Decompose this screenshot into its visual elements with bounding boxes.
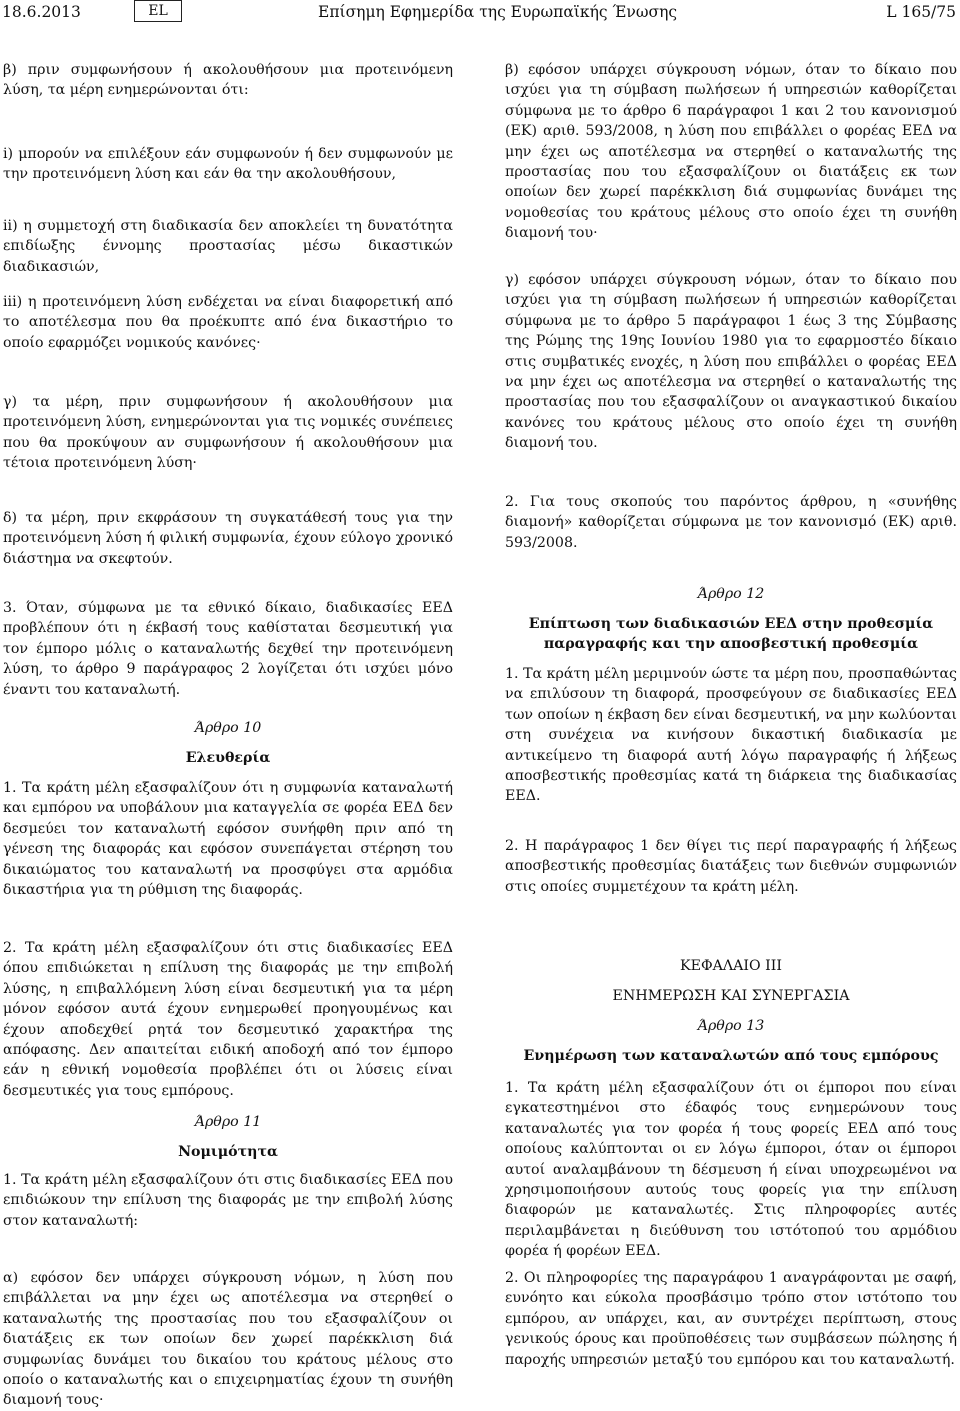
point-c: γ) τα μέρη, πριν συμφωνήσουν ή ακολουθήσουν μια προτεινόμενη λύση, ενημερώνονται για τις νομικές συνέπειες που θα προκύψουν αν συμφωνήσουν ή ακολουθήσουν μια τέτοια προτεινόμενη λύση·: [3, 394, 453, 472]
article-13-paragraph-2: 2. Οι πληροφορίες της παραγράφου 1 αναγράφονται με σαφή, ευνόητο και εύκολα προσβάσιμο τρόπο στον ιστότοπο του εμπόρου, αν υπάρχει, και, αν συντρέχει περίπτωση, στους γενικούς όρους και προϋποθέσεις των συμβάσεων πώλησης ή παροχής υπηρεσιών μεταξύ του εμπόρου και του καταναλωτή.: [505, 1270, 957, 1368]
point-b-ii: ii) η συμμετοχή στη διαδικασία δεν αποκλείει τη δυνατότητα επιδίωξης έννομης προστασίας μέσω δικαστικών διαδικασιών,: [3, 218, 453, 275]
point-b-iii: iii) η προτεινόμενη λύση ενδέχεται να είναι διαφορετική από το αποτέλεσμα που θα προέκυπτε από ένα δικαστήριο το οποίο εφαρμόζει νομικούς κανόνες·: [3, 294, 453, 351]
paragraph-3: 3. Όταν, σύμφωνα με τα εθνικό δίκαιο, διαδικασίες ΕΕΔ προβλέπουν ότι η έκβασή τους καθίσταται δεσμευτική για τον έμπορο μόλις ο καταναλωτής δεχθεί την προτεινόμενη λύση, το άρθρο 9 παράγραφος 2 λογίζεται ότι ισχύει μόνο έναντι του καταναλωτή.: [3, 600, 453, 698]
article-12-paragraph-2: 2. Η παράγραφος 1 δεν θίγει τις περί παραγραφής ή λήξεως αποσβεστικής προθεσμίας διατάξεις των διεθνών συμφωνιών στις οποίες συμμετέχουν τα κράτη μέλη.: [505, 838, 957, 895]
journal-title: Επίσημη Εφημερίδα της Ευρωπαϊκής Ένωσης: [318, 3, 678, 21]
article-11-paragraph-1: 1. Τα κράτη μέλη εξασφαλίζουν ότι στις διαδικασίες ΕΕΔ που επιδιώκουν την επίλυση της διαφοράς με την επιβολή λύσης στον καταναλωτή:: [3, 1172, 453, 1229]
article-10-heading: Άρθρο 10: [194, 720, 262, 736]
article-12-paragraph-1: 1. Τα κράτη μέλη μεριμνούν ώστε τα μέρη που, προσπαθώντας να επιλύσουν τη διαφορά, προσφεύγουν σε διαδικασίες ΕΕΔ των οποίων η έκβαση δεν είναι δεσμευτική, να μην κωλύονται στη συνέχεια να κινήσουν δικαστική διαδικασία με αντικείμενο τη διαφορά αυτή λόγω παραγραφής ή λήξεως αποσβεστικής προθεσμίας κατά τη διάρκεια της διαδικασίας ΕΕΔ.: [505, 666, 957, 805]
point-d: δ) τα μέρη, πριν εκφράσουν τη συγκατάθεσή τους για την προτεινόμενη λύση ή φιλική συμφωνία, έχουν εύλογο χρονικό διάστημα να σκεφτούν.: [3, 510, 453, 567]
article-10-paragraph-1: 1. Τα κράτη μέλη εξασφαλίζουν ότι η συμφωνία καταναλωτή και εμπόρου να υποβάλουν μια καταγγελία σε φορέα ΕΕΔ δεν δεσμεύει τον καταναλωτή εφόσον συνήφθη πριν από τη γένεση της διαφοράς και εφόσον συνεπάγεται στέρηση του δικαιώματος του καταναλωτή να προσφύγει στα αρμόδια δικαστήρια για τη ρύθμιση της διαφοράς.: [3, 780, 453, 899]
chapter-number: ΚΕΦΑΛΑΙΟ III: [680, 958, 782, 974]
article-12-heading: Άρθρο 12: [697, 586, 765, 602]
article-11-point-c: γ) εφόσον υπάρχει σύγκρουση νόμων, όταν το δίκαιο που ισχύει για τη σύμβαση πωλήσεων ή υπηρεσιών καθορίζεται σύμφωνα με το άρθρο 5 παράγραφοι 1 έως 3 της Σύμβασης της Ρώμης της 19ης Ιουνίου 1980 για το εφαρμοστέο δίκαιο στις συμβατικές ενοχές, η λύση που επιβάλλει ο φορέας ΕΕΔ να μην έχει ως αποτέλεσμα να στερηθεί ο καταναλωτής της προστασίας που του εξασφαλίζουν οι αναγκαστικού δικαίου κανόνες του κράτους μέλους στο οποίο έχει τη συνήθη διαμονή του.: [505, 272, 957, 452]
header-date: 18.6.2013: [2, 3, 81, 21]
article-13-title: Ενημέρωση των καταναλωτών από τους εμπόρους: [523, 1048, 939, 1064]
article-11-point-b: β) εφόσον υπάρχει σύγκρουση νόμων, όταν το δίκαιο που ισχύει για τη σύμβαση πωλήσεων ή υπηρεσιών καθορίζεται σύμφωνα με το άρθρο 6 παράγραφοι 1 και 2 του κανονισμού (ΕΚ) αριθ. 593/2008, η λύση που επιβάλλει ο φορέας ΕΕΔ να μην έχει ως αποτέλεσμα να στερηθεί ο καταναλωτής της προστασίας που του εξασφαλίζουν οι διατάξεις εκ των οποίων δεν χωρεί παρέκκλιση διά συμφωνίας δυνάμει της νομοθεσίας του κράτους μέλους στο οποίο έχει τη συνήθη διαμονή του·: [505, 62, 957, 242]
page-number: L 165/75: [886, 3, 956, 21]
language-box: EL: [134, 0, 182, 22]
article-12-title: Επίπτωση των διαδικασιών ΕΕΔ στην προθεσμία παραγραφής και την αποσβεστική προθεσμία: [528, 616, 934, 653]
article-11-point-a: α) εφόσον δεν υπάρχει σύγκρουση νόμων, η λύση που επιβάλλεται να μην έχει ως αποτέλεσμα να στερηθεί ο καταναλωτής της προστασίας που του εξασφαλίζουν οι διατάξεις εκ των οποίων δεν χωρεί παρέκκλιση διά συμφωνίας δυνάμει του δικαίου του κράτους μέλους στο οποίο ο καταναλωτής και ο επιχειρηματίας έχουν τη συνήθη διαμονή τους·: [3, 1270, 453, 1409]
article-10-paragraph-2: 2. Τα κράτη μέλη εξασφαλίζουν ότι στις διαδικασίες ΕΕΔ όπου επιδιώκεται η επίλυση της διαφοράς με την επιβολή λύσης, η επιβαλλόμενη λύση είναι δεσμευτική για τα μέρη μόνον εφόσον αυτά έχουν ενημερωθεί προηγουμένως και έχουν αποδεχθεί ρητά τον δεσμευτικό χαρακτήρα της απόφασης. Δεν απαιτείται ειδική αποδοχή από τον έμπορο εάν η εθνική νομοθεσία προβλέπει ότι οι λύσεις είναι δεσμευτικές για τους εμπόρους.: [3, 940, 453, 1099]
article-13-heading: Άρθρο 13: [697, 1018, 765, 1034]
point-b-intro: β) πριν συμφωνήσουν ή ακολουθήσουν μια προτεινόμενη λύση, τα μέρη ενημερώνονται ότι:: [3, 62, 453, 99]
chapter-title: ΕΝΗΜΕΡΩΣΗ ΚΑΙ ΣΥΝΕΡΓΑΣΙΑ: [612, 988, 850, 1004]
article-11-title: Νομιμότητα: [178, 1144, 278, 1160]
page-header: [0, 0, 960, 26]
article-10-title: Ελευθερία: [185, 750, 271, 766]
article-13-paragraph-1: 1. Τα κράτη μέλη εξασφαλίζουν ότι οι έμποροι που είναι εγκατεστημένοι στο έδαφός τους ενημερώνουν τους καταναλωτές για τον φορέα ή τους φορείς ΕΕΔ από τους οποίους καλύπτονται οι εν λόγω έμποροι, όταν οι έμποροι αυτοί αναλαμβάνουν τη δέσμευση ή είναι υποχρεωμένοι να χρησιμοποιήσουν αυτούς τους φορείς για την επίλυση διαφορών με καταναλωτές. Στις πληροφορίες αυτές περιλαμβάνεται η διεύθυνση του ιστότοπού του αρμόδιου φορέα ή φορέων ΕΕΔ.: [505, 1080, 957, 1260]
article-11-heading: Άρθρο 11: [194, 1114, 262, 1130]
article-11-paragraph-2: 2. Για τους σκοπούς του παρόντος άρθρου, η «συνήθης διαμονή» καθορίζεται σύμφωνα με τον κανονισμό (ΕΚ) αριθ. 593/2008.: [505, 494, 957, 551]
point-b-i: i) μπορούν να επιλέξουν εάν συμφωνούν ή δεν συμφωνούν με την προτεινόμενη λύση και εάν θα την ακολουθήσουν,: [3, 146, 453, 183]
